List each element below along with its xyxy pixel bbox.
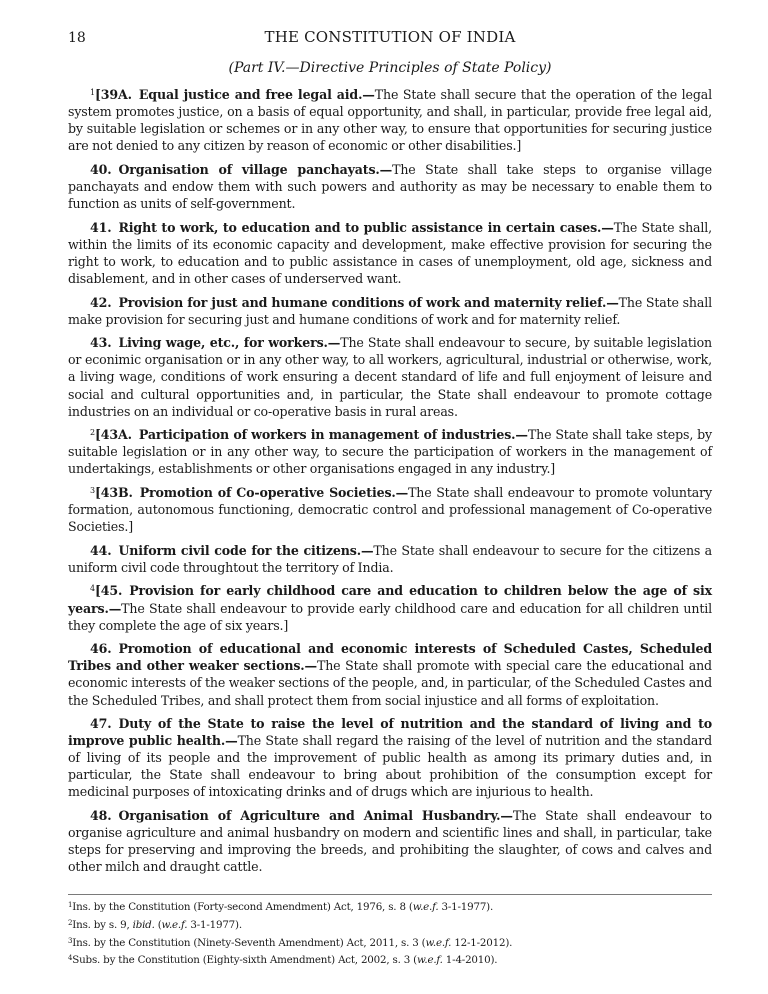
article-heading: Equal justice and free legal aid.— — [138, 87, 375, 102]
footnote-number: 4 — [68, 954, 73, 963]
article-heading: Participation of workers in management of industries.— — [138, 427, 528, 443]
article-heading: Uniform civil code for the citizens.— — [118, 542, 374, 558]
footnote-date: 3-1-1977). — [187, 918, 242, 931]
article-48 — [68, 807, 712, 875]
footnote-ibid: ibid. — [132, 918, 155, 931]
article-44 — [68, 542, 712, 576]
article-number: 46. — [90, 641, 112, 657]
footnote-number: 1 — [68, 901, 73, 909]
footnote-text: Ins. by the Constitution (Forty-second Amendment) Act, 1976, s. 8 ( — [72, 901, 413, 913]
footnote-marker[interactable]: 4 — [90, 584, 95, 594]
footnote-marker[interactable]: 1 — [90, 88, 95, 97]
footnote-wef: w.e.f. — [425, 936, 452, 949]
footnote-marker[interactable]: 3 — [90, 485, 95, 495]
article-number: [39A. — [94, 87, 132, 102]
page-number: 18 — [68, 30, 86, 46]
footnote-wef: w.e.f. — [416, 954, 443, 967]
article-43b — [68, 484, 712, 535]
article-number: 43. — [90, 335, 112, 351]
article-46 — [68, 640, 712, 708]
article-number: 41. — [90, 219, 112, 235]
footnote-4 — [68, 952, 712, 970]
article-heading: Organisation of Agriculture and Animal Husbandry.— — [118, 808, 513, 824]
footnote-paren: ( — [154, 918, 162, 931]
article-text: The State shall endeavour to secure, by suitable legislation or econimic organisation or in any other way, to all workers, agricultural, industrial or otherwise, work, a living wage, conditions of work ensuring a decent standard of life and full enjoyment of leisure and social and cultural opportunities and, in particular, the State shall endeavour to promote cottage industries on an individual or co-operative basis in rural areas. — [68, 335, 712, 419]
footnote-marker[interactable]: 2 — [90, 428, 95, 438]
article-text: The State shall secure that the operation of the legal system promotes justice, on a basis of equal opportunity, and shall, in particular, provide free legal aid, by suitable legislation or schemes or in any other way, to ensure that opportunities for securing justice are not denied to any citizen by reason of economic or other disabilities.] — [68, 87, 712, 154]
article-number: 48. — [90, 808, 112, 824]
article-heading: Promotion of Co-operative Societies.— — [139, 484, 409, 500]
footnotes — [68, 899, 712, 970]
footnote-date: 12-1-2012). — [451, 936, 513, 949]
article-heading: Provision for just and humane conditions of work and maternity relief.— — [118, 294, 619, 310]
article-text: The State shall take steps to organise village panchayats and endow them with such powers and authority as may be necessary to enable them to function as units of self-government. — [68, 161, 712, 212]
part-title: (Part IV.—Directive Principles of State Policy) — [228, 60, 552, 76]
footnote-wef: w.e.f. — [412, 901, 439, 913]
running-title: THE CONSTITUTION OF INDIA — [264, 28, 516, 46]
article-text: The State shall endeavour to promote voluntary formation, autonomous functioning, democratic control and professional management of Co-operative Societies.] — [68, 484, 712, 535]
footnote-3 — [68, 935, 712, 953]
article-text: The State shall regard the raising of the level of nutrition and the standard of living of its people and the improvement of public health as among its primary duties and, in particular, the State shall endeavour to bring about prohibition of the consumption except for medicinal purposes of intoxicating drinks and of drugs which are injurious to health. — [68, 733, 712, 800]
article-text: The State shall make provision for securing just and humane conditions of work and for maternity relief. — [68, 294, 713, 327]
article-43 — [68, 334, 712, 419]
article-heading: Living wage, etc., for workers.— — [118, 335, 341, 351]
articles-body — [68, 86, 712, 882]
article-text: The State shall take steps, by suitable legislation or in any other way, to secure the participation of workers in the management of undertakings, establishments or other organisations engaged in any industry.] — [68, 427, 712, 477]
article-40 — [68, 161, 712, 212]
article-heading: Provision for early childhood care and education to children below the age of six years.— — [68, 583, 712, 616]
footnote-1 — [68, 899, 712, 917]
article-43a — [68, 426, 712, 477]
article-number: 44. — [90, 542, 112, 558]
article-text: The State shall endeavour to organise agriculture and animal husbandry on modern and scientific lines and shall, in particular, take steps for preserving and improving the breeds, and prohibiting the slaughter, of cows and calves and other milch and draught cattle. — [68, 808, 712, 875]
article-number: [43A. — [94, 427, 132, 443]
footnote-text: Subs. by the Constitution (Eighty-sixth Amendment) Act, 2002, s. 3 ( — [72, 954, 417, 967]
article-41 — [68, 219, 712, 287]
footnote-wef: w.e.f. — [161, 918, 188, 931]
article-text: The State shall endeavour to secure for the citizens a uniform civil code throughtout the territory of India. — [68, 542, 712, 575]
footnote-date: 1-4-2010). — [442, 954, 498, 967]
article-number: 40. — [90, 161, 112, 177]
article-heading: Right to work, to education and to public assistance in certain cases.— — [118, 219, 614, 235]
article-number: [43B. — [94, 484, 133, 500]
footnote-divider — [68, 894, 712, 895]
footnote-date: 3-1-1977). — [438, 901, 494, 913]
footnote-2 — [68, 917, 712, 935]
article-number: [45. — [94, 583, 123, 599]
article-39a — [68, 86, 712, 154]
article-42 — [68, 294, 712, 328]
article-heading: Organisation of village panchayats.— — [118, 161, 393, 177]
article-text: The State shall promote with special care the educational and economic interests of the weaker sections of the people, and, in particular, of the Scheduled Castes and the Scheduled Tribes, and shall protect them from social injustice and all forms of exploitation. — [68, 658, 712, 708]
article-heading: Promotion of educational and economic interests of Scheduled Castes, Scheduled Tribes and other weaker sections.— — [68, 641, 712, 674]
footnote-text: Ins. by s. 9, — [72, 918, 133, 931]
article-text: The State shall, within the limits of its economic capacity and development, make effective provision for securing the right to work, to education and to public assistance in cases of unemployment, old age, sickness and disablement, and in other cases of underserved want. — [68, 219, 712, 286]
article-47 — [68, 715, 712, 800]
footnote-number: 2 — [68, 918, 73, 927]
article-heading: Duty of the State to raise the level of nutrition and the standard of living and to improve public health.— — [68, 716, 712, 749]
article-45 — [68, 582, 712, 633]
footnote-text: Ins. by the Constitution (Ninety-Seventh Amendment) Act, 2011, s. 3 ( — [72, 936, 426, 949]
article-text: The State shall endeavour to provide early childhood care and education for all children until they complete the age of six years.] — [68, 600, 712, 633]
article-number: 47. — [90, 716, 112, 732]
article-number: 42. — [90, 294, 112, 310]
footnote-number: 3 — [68, 936, 73, 945]
